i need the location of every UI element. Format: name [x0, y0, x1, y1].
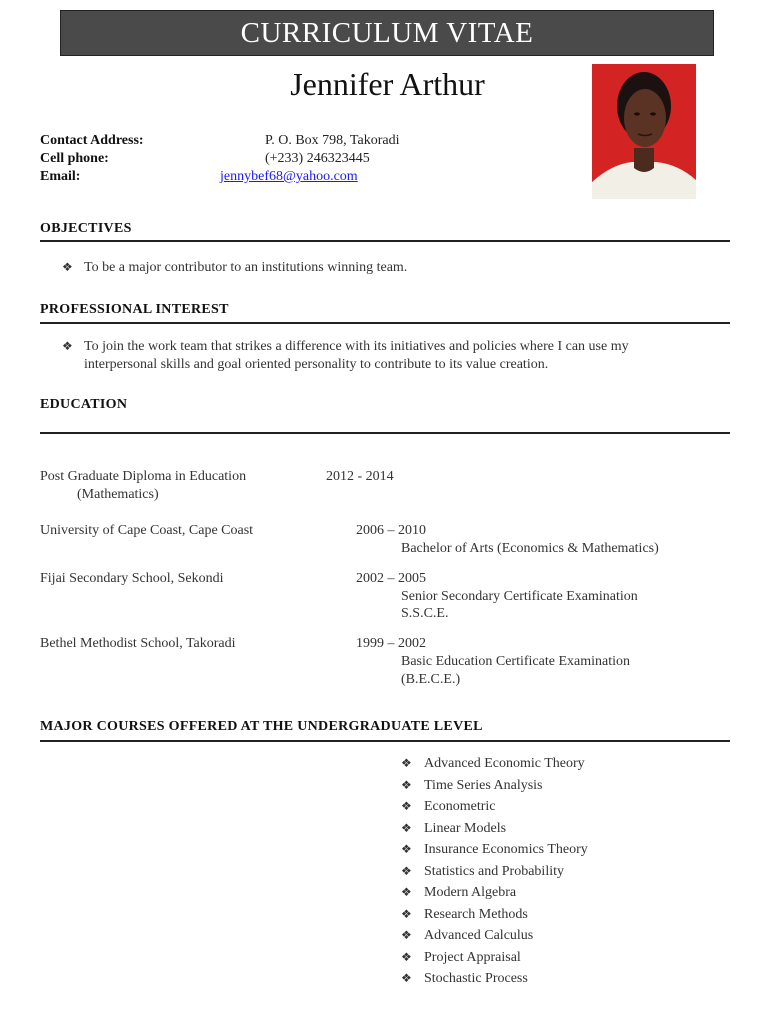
objectives-divider [40, 240, 730, 242]
list-item: ❖ Time Series Analysis [401, 775, 588, 797]
list-item: ❖ Stochastic Process [401, 968, 588, 990]
education-award: Bachelor of Arts (Economics & Mathematics) [401, 541, 659, 556]
list-item: ❖ Project Appraisal [401, 947, 588, 969]
candidate-name: Jennifer Arthur [290, 66, 485, 102]
bullet-icon: ❖ [401, 971, 412, 985]
phone-value: (+233) 246323445 [265, 151, 370, 166]
education-award: Basic Education Certificate Examination [401, 654, 630, 669]
objectives-heading: OBJECTIVES [40, 221, 132, 236]
list-item: ❖ Advanced Economic Theory [401, 753, 588, 775]
list-item: ❖ Research Methods [401, 904, 588, 926]
education-award: Senior Secondary Certificate Examination [401, 589, 638, 604]
address-label: Contact Address: [40, 133, 144, 148]
cv-banner: CURRICULUM VITAE [60, 10, 714, 56]
education-years: 2006 – 2010 [356, 523, 426, 538]
bullet-icon: ❖ [401, 842, 412, 856]
bullet-icon: ❖ [401, 906, 412, 921]
education-award: S.S.C.E. [401, 606, 449, 621]
courses-heading: MAJOR COURSES OFFERED AT THE UNDERGRADUATE LEVEL [40, 719, 483, 734]
bullet-icon: ❖ [62, 260, 73, 274]
education-years: 1999 – 2002 [356, 636, 426, 651]
bullet-icon: ❖ [401, 863, 412, 878]
list-item: ❖ Advanced Calculus [401, 925, 588, 947]
education-school: Fijai Secondary School, Sekondi [40, 571, 224, 586]
education-school-detail: (Mathematics) [77, 487, 159, 502]
email-label: Email: [40, 169, 81, 184]
bullet-icon: ❖ [401, 928, 412, 942]
education-divider [40, 432, 730, 434]
professional-interest-text: To join the work team that strikes a difference with its initiatives and policies where I can use my interpersonal skills and goal oriented personality to contribute to its value creation. [84, 339, 629, 372]
list-item: ❖ Statistics and Probability [401, 861, 588, 883]
professional-interest-divider [40, 322, 730, 324]
education-years: 2012 - 2014 [326, 469, 394, 484]
email-link[interactable]: jennybef68@yahoo.com [220, 169, 358, 184]
objective-item: ❖ To be a major contributor to an institutions winning team. [62, 260, 408, 275]
education-school: Bethel Methodist School, Takoradi [40, 636, 236, 651]
education-school: Post Graduate Diploma in Education [40, 469, 247, 484]
list-item: ❖ Econometric [401, 796, 588, 818]
list-item: ❖ Modern Algebra [401, 882, 588, 904]
education-school: University of Cape Coast, Cape Coast [40, 523, 254, 538]
courses-divider [40, 740, 730, 742]
education-award: (B.E.C.E.) [401, 672, 461, 687]
bullet-icon: ❖ [401, 756, 412, 770]
list-item: ❖ Insurance Economics Theory [401, 839, 588, 861]
bullet-icon: ❖ [401, 820, 412, 835]
address-value: P. O. Box 798, Takoradi [265, 133, 400, 148]
bullet-icon: ❖ [401, 885, 412, 899]
bullet-icon: ❖ [401, 949, 412, 964]
phone-label: Cell phone: [40, 151, 109, 166]
profile-photo [592, 64, 696, 199]
professional-interest-heading: PROFESSIONAL INTEREST [40, 302, 229, 317]
bullet-icon: ❖ [401, 799, 412, 813]
bullet-icon: ❖ [62, 339, 73, 353]
list-item: ❖ Linear Models [401, 818, 588, 840]
courses-list [401, 753, 588, 990]
education-years: 2002 – 2005 [356, 571, 426, 586]
bullet-icon: ❖ [401, 777, 412, 792]
education-heading: EDUCATION [40, 397, 128, 412]
